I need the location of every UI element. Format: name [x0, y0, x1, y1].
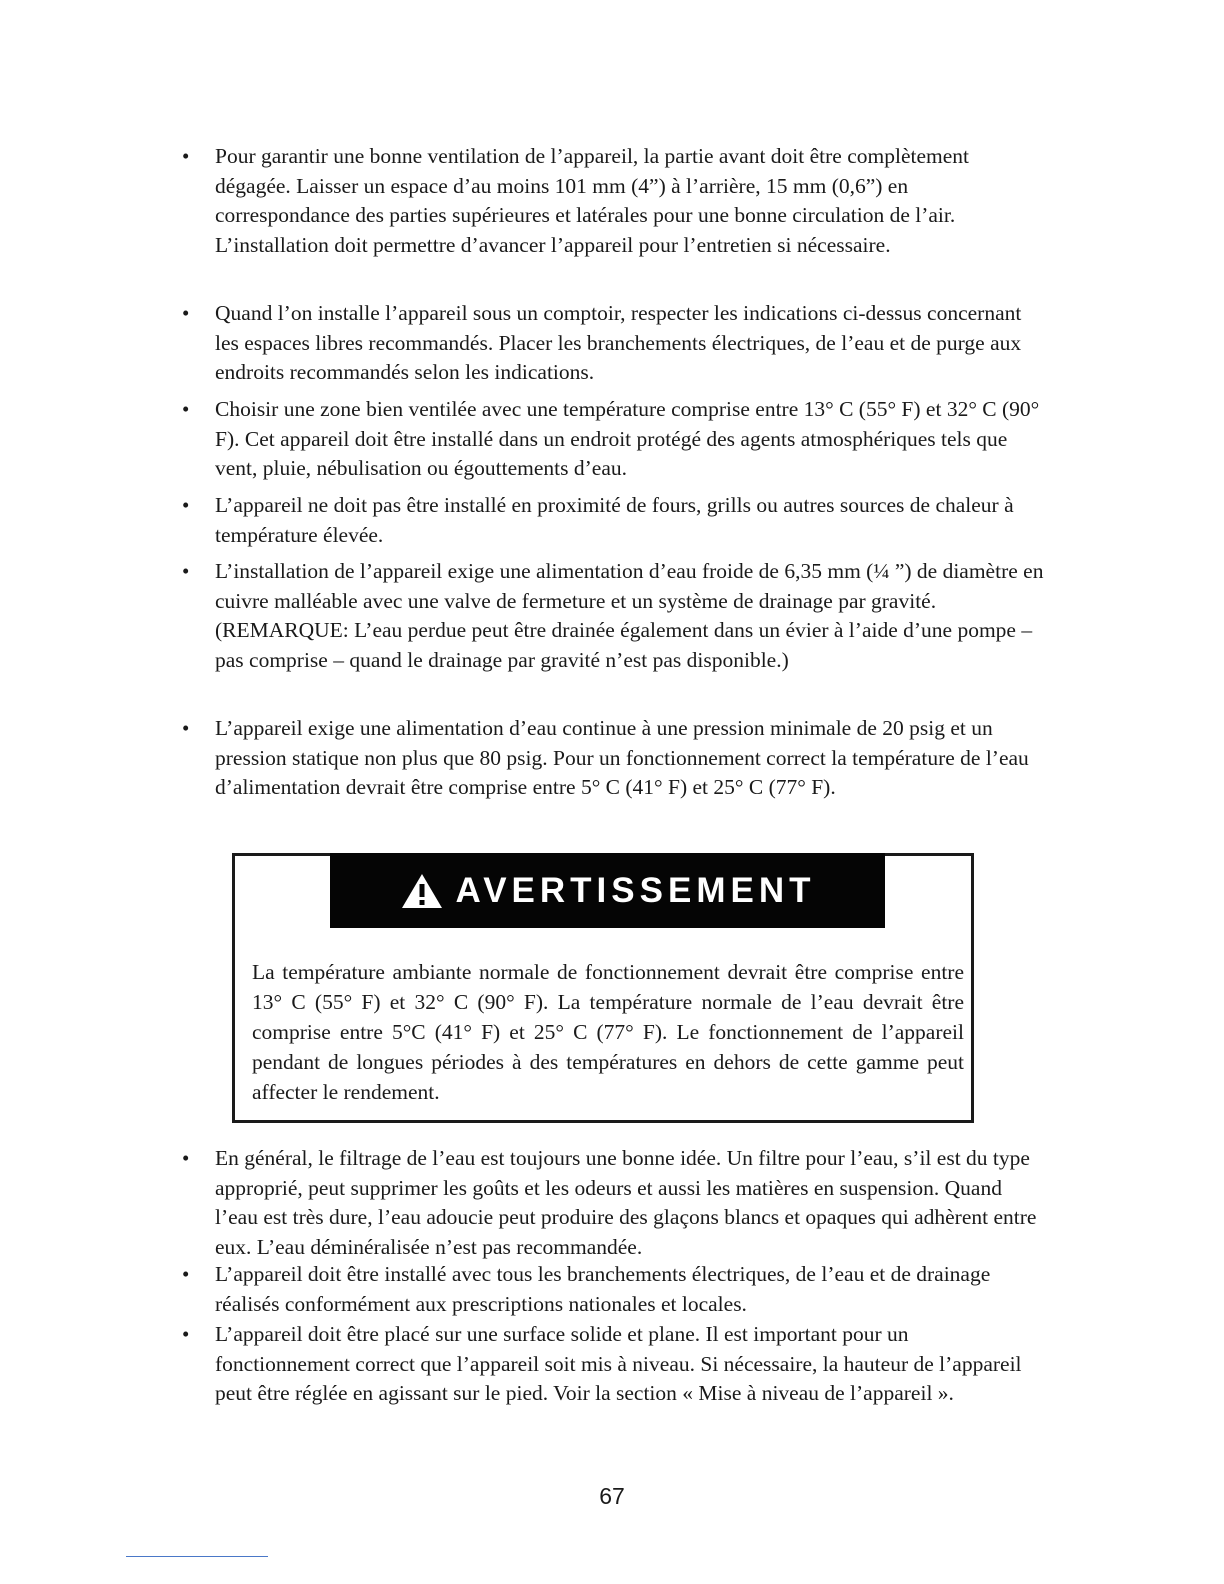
list-item-text: L’installation de l’appareil exige une alimentation d’eau froide de 6,35 mm (¼ ”) de diamètre en cuivre malléable avec une valve de fermeture et un système de drainage par gravité. — [215, 559, 1044, 613]
warning-header — [330, 853, 885, 928]
warning-triangle-icon — [400, 872, 444, 910]
list-item-text: En général, le filtrage de l’eau est toujours une bonne idée. Un filtre pour l’eau, s’il est du type approprié, peut supprimer les goûts et les odeurs et aussi les matières en suspension. Quand l’eau est très dure, l’eau adoucie peut produire des glaçons blancs et opaques qui adhèrent entre eux. L’eau déminéralisée n’est pas recommandée. — [215, 1146, 1037, 1259]
footer-rule — [126, 1556, 268, 1557]
remarque-note: (REMARQUE: L’eau perdue peut être drainée également dans un évier à l’aide d’une pompe – pas comprise – quand le drainage par gravité n’est pas disponible.) — [215, 618, 1033, 672]
list-item — [182, 557, 1045, 675]
warning-text: La température ambiante normale de fonctionnement devrait être comprise entre 13° C (55° F) et 32° C (90° F). La température normale de l’eau devrait être comprise entre 5°C (41° F) et 25° C (77° F). Le fonctionnement de l’appareil pendant de longues périodes à des températures en dehors de cette gamme peut affecter le rendement. — [252, 960, 964, 1104]
warning-text-block — [252, 957, 964, 1107]
list-item-text: L’appareil exige une alimentation d’eau continue à une pression minimale de 20 psig et un pression statique non plus que 80 psig. Pour un fonctionnement correct la température de l’eau d’alimentation devrait être comprise entre 5° C (41° F) et 25° C (77° F). — [215, 716, 1029, 800]
warning-title: AVERTISSEMENT — [455, 870, 816, 910]
list-item — [182, 299, 1045, 388]
bullet-icon: • — [182, 1146, 190, 1170]
page-number: 67 — [599, 1483, 625, 1509]
list-item-text: Quand l’on installe l’appareil sous un comptoir, respecter les indications ci-dessus concernant les espaces libres recommandés. Placer les branchements électriques, de l’eau et de purge aux endroits recommandés selon les indications. — [215, 301, 1022, 385]
list-item-text: L’appareil doit être placé sur une surface solide et plane. Il est important pour un fonctionnement correct que l’appareil soit mis à niveau. Si nécessaire, la hauteur de l’appareil peut être réglée en agissant sur le pied. Voir la section « Mise à niveau de l’appareil ». — [215, 1322, 1022, 1406]
bullet-icon: • — [182, 493, 190, 517]
list-item — [182, 714, 1045, 803]
list-item — [182, 1260, 1045, 1319]
list-item-text: Pour garantir une bonne ventilation de l’appareil, la partie avant doit être complètement dégagée. Laisser un espace d’au moins 101 mm (4”) à l’arrière, 15 mm (0,6”) en correspondance des parties supérieures et latérales pour une bonne circulation de l’air. L’installation doit permettre d’avancer l’appareil pour l’entretien si nécessaire. — [215, 144, 970, 257]
list-item-text: Choisir une zone bien ventilée avec une température comprise entre 13° C (55° F) et 32° C (90° F). Cet appareil doit être installé dans un endroit protégé des agents atmosphériques tels que vent, pluie, nébulisation ou égouttements d’eau. — [215, 397, 1040, 481]
list-item-text: L’appareil doit être installé avec tous les branchements électriques, de l’eau et de drainage réalisés conformément aux prescriptions nationales et locales. — [215, 1262, 991, 1316]
bullet-icon: • — [182, 1262, 190, 1286]
list-item — [182, 1320, 1045, 1409]
bullet-icon: • — [182, 716, 190, 740]
bullet-icon: • — [182, 1322, 190, 1346]
list-item — [182, 142, 1045, 260]
warning-box — [232, 853, 974, 1123]
bullet-icon: • — [182, 397, 190, 421]
bullet-icon: • — [182, 559, 190, 583]
list-item — [182, 395, 1045, 484]
bullet-icon: • — [182, 144, 190, 168]
bullet-icon: • — [182, 301, 190, 325]
list-item — [182, 491, 1045, 550]
list-item-text: L’appareil ne doit pas être installé en proximité de fours, grills ou autres sources de chaleur à température élevée. — [215, 493, 1014, 547]
list-item — [182, 1144, 1045, 1262]
